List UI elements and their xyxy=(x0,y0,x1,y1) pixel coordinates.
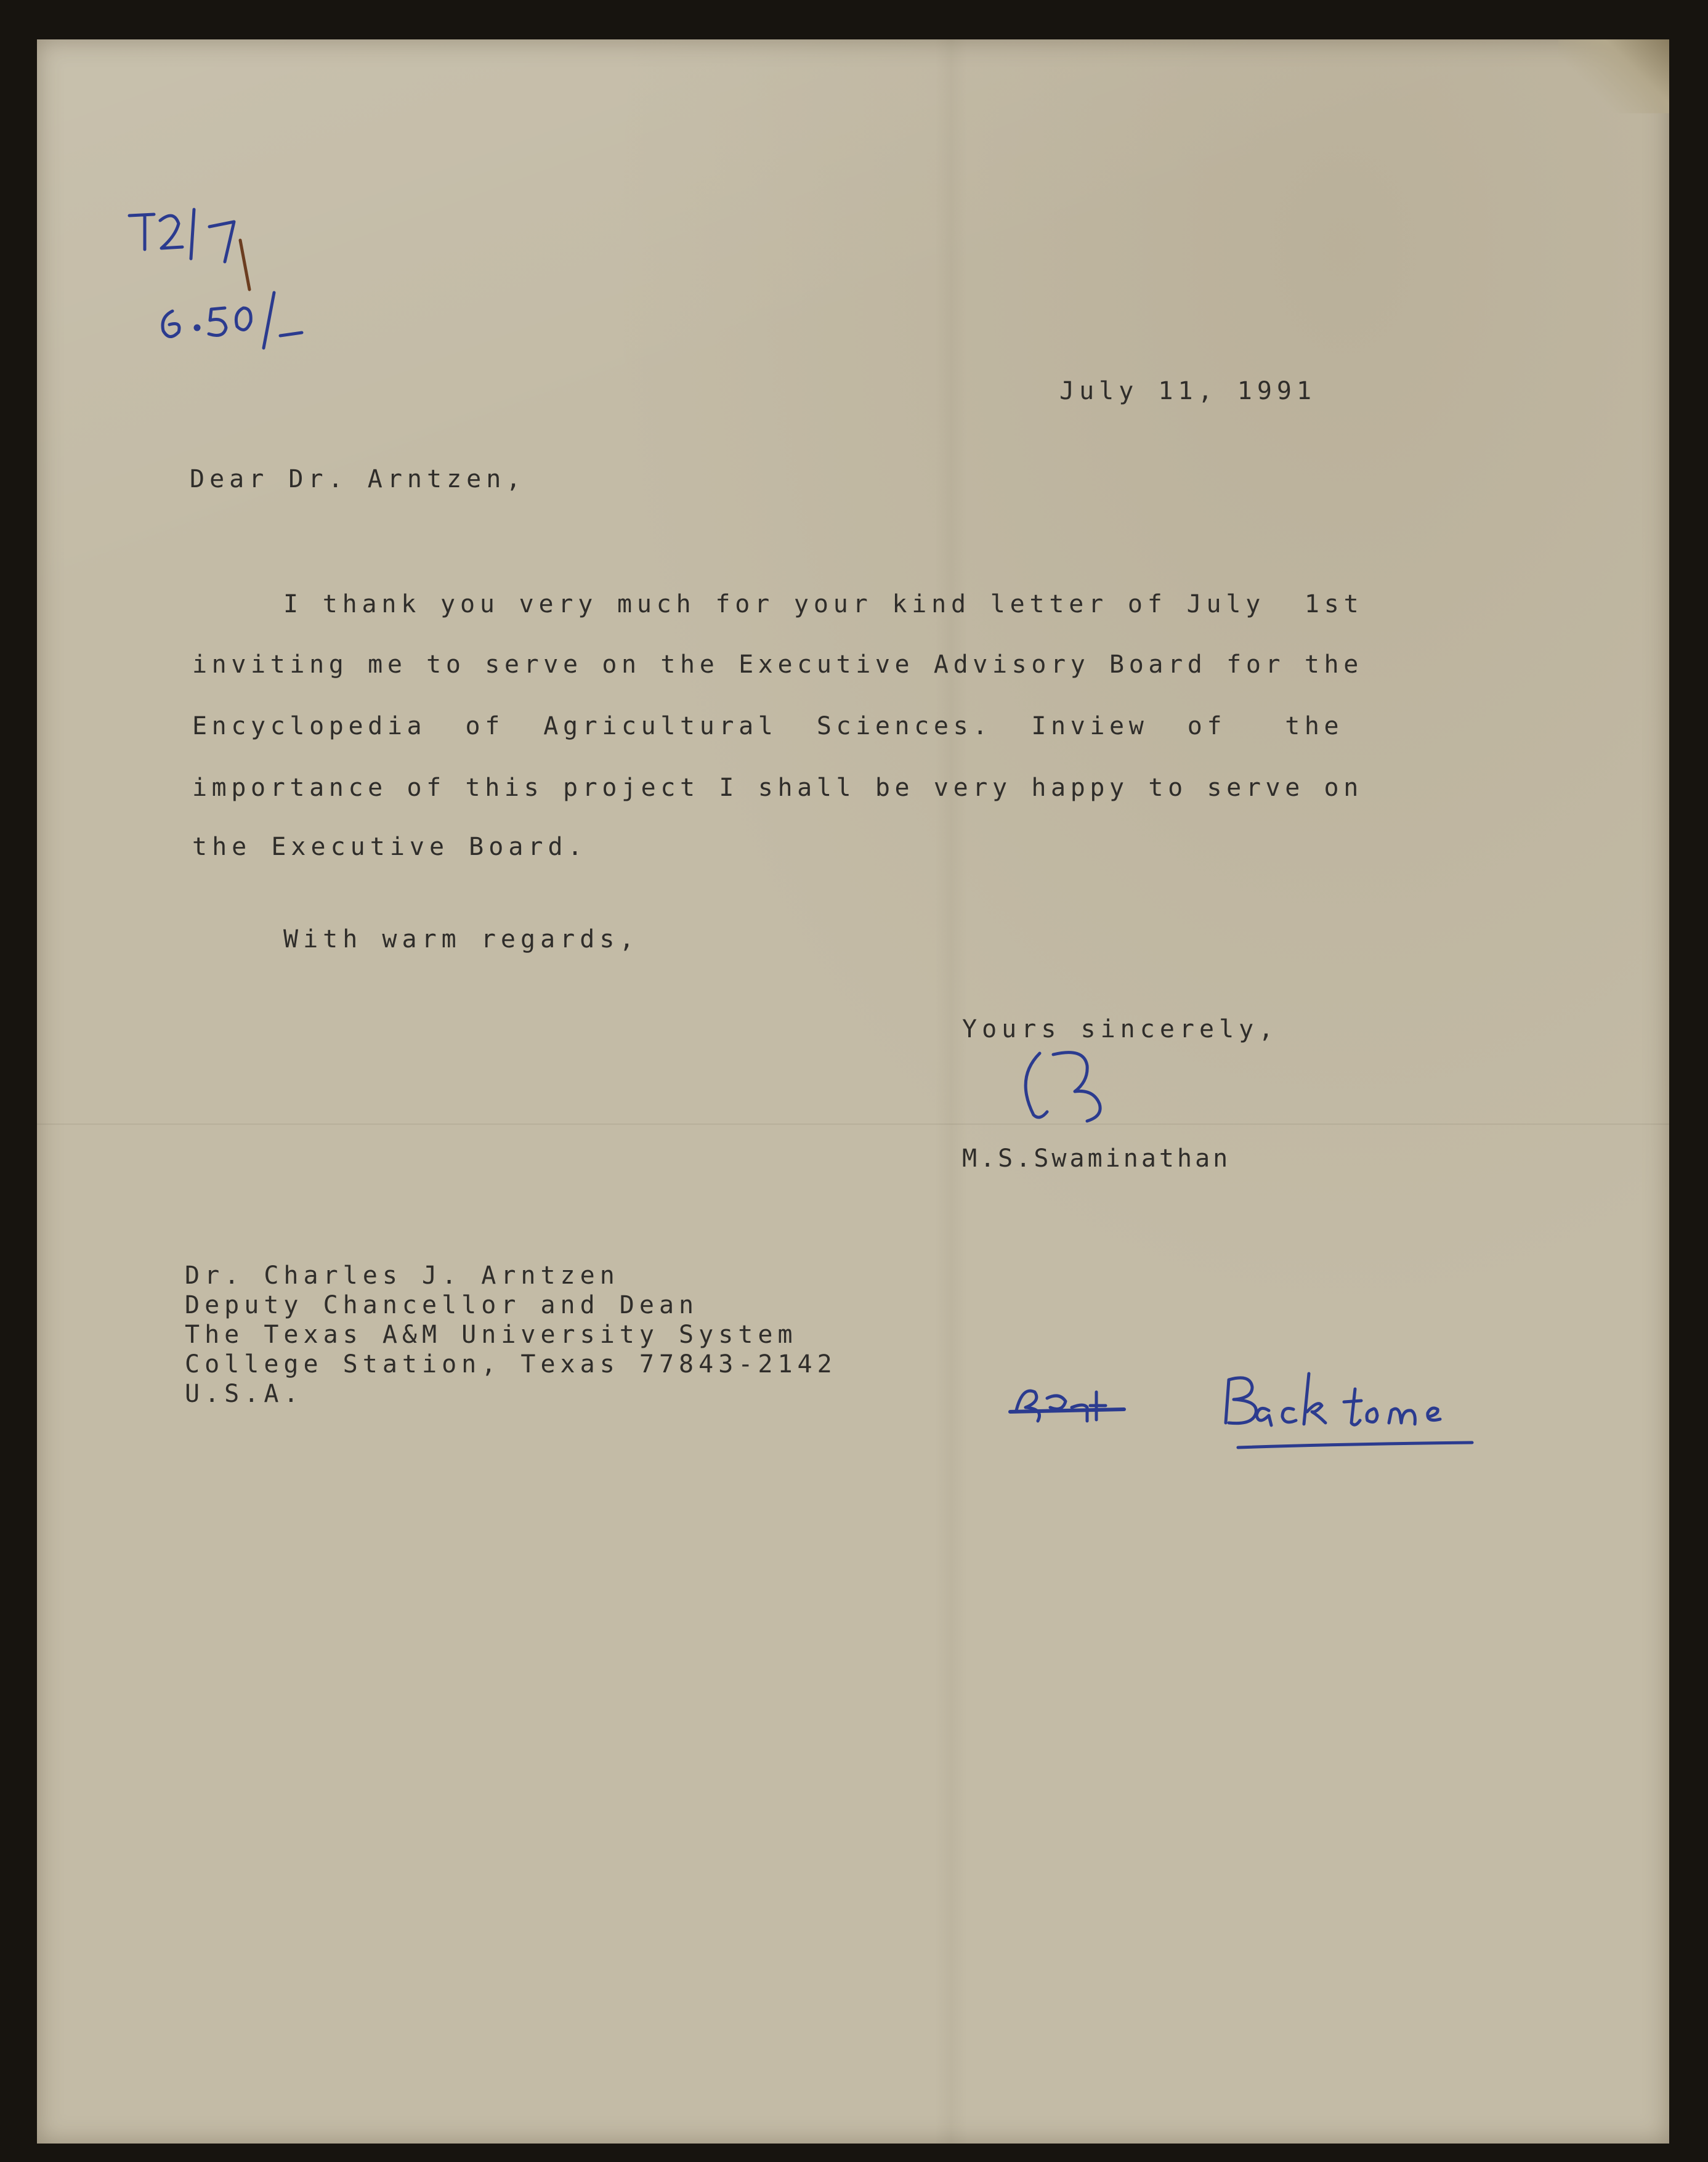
address-line-1: Dr. Charles J. Arntzen xyxy=(185,1261,620,1290)
address-line-3: The Texas A&M University System xyxy=(185,1321,798,1349)
paper-corner-wear xyxy=(1558,39,1669,113)
letter-signatory: M.S.Swaminathan xyxy=(962,1144,1231,1173)
letter-closing-regards: With warm regards, xyxy=(283,925,639,953)
letter-salutation: Dear Dr. Arntzen, xyxy=(190,465,526,493)
handwritten-back-to-me xyxy=(1004,1361,1484,1460)
handwritten-top-notes xyxy=(117,185,326,357)
address-line-2: Deputy Chancellor and Dean xyxy=(185,1291,699,1319)
letter-date: July 11, 1991 xyxy=(1059,377,1317,405)
letter-body-line-5: the Executive Board. xyxy=(192,833,588,861)
letter-body-line-3: Encyclopedia of Agricultural Sciences. Inview of the xyxy=(192,712,1344,740)
letter-sign-off: Yours sincerely, xyxy=(962,1015,1279,1043)
letter-body-line-1: I thank you very much for your kind letter of July 1st xyxy=(283,590,1364,618)
letter-body-line-2: inviting me to serve on the Executive Advisory Board for the xyxy=(192,650,1363,679)
paper-fold xyxy=(37,1124,1669,1125)
letter-body-line-4: importance of this project I shall be very happy to serve on xyxy=(192,774,1363,802)
address-line-4: College Station, Texas 77843-2142 xyxy=(185,1350,837,1379)
address-line-5: U.S.A. xyxy=(185,1380,304,1408)
